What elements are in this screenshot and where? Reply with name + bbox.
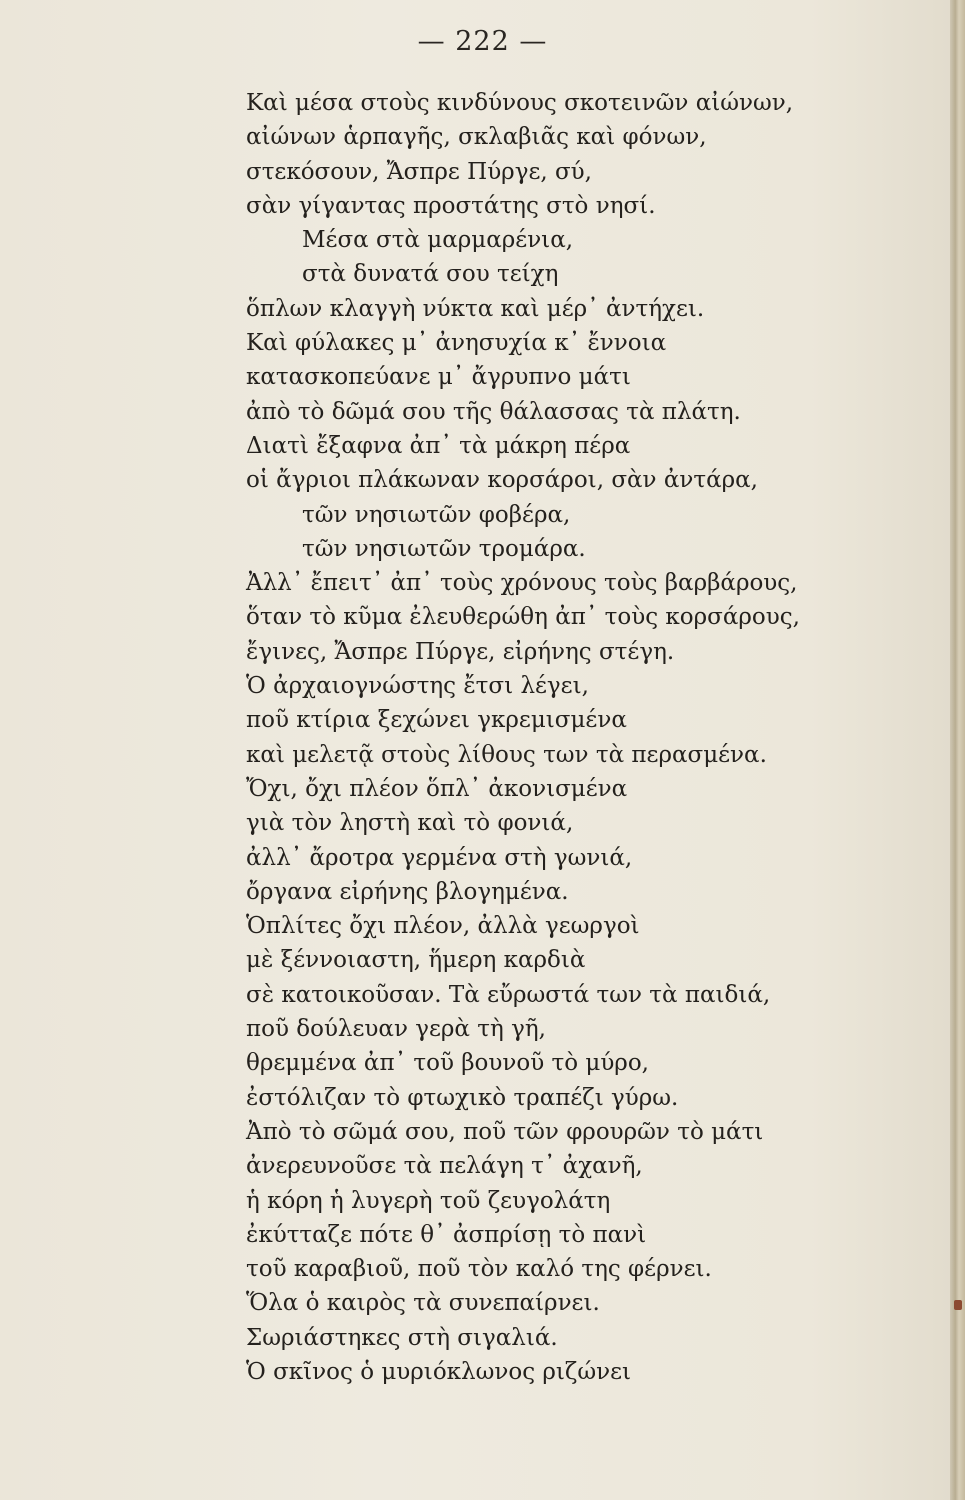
poem-line: τῶν νησιωτῶν τρομάρα.	[302, 535, 586, 562]
poem-line: θρεμμένα ἀπ᾽ τοῦ βουνοῦ τὸ μύρο,	[246, 1050, 649, 1077]
poem-line: σὲ κατοικοῦσαν. Τὰ εὔρωστά των τὰ παιδιά,	[246, 981, 771, 1008]
poem-line: γιὰ τὸν ληστὴ καὶ τὸ φονιά,	[246, 810, 574, 837]
poem-line: ἀνερευνοῦσε τὰ πελάγη τ᾽ ἀχανῆ,	[246, 1153, 643, 1180]
poem-text	[246, 86, 856, 1389]
poem-line: Ἀλλ᾽ ἔπειτ᾽ ἀπ᾽ τοὺς χρόνους τοὺς βαρβάρους,	[246, 570, 798, 597]
poem-line: ἡ κόρη ἡ λυγερὴ τοῦ ζευγολάτη	[246, 1187, 611, 1214]
poem-line: Σωριάστηκες στὴ σιγαλιά.	[246, 1324, 558, 1351]
poem-line: στεκόσουν, Ἄσπρε Πύργε, σύ,	[246, 158, 592, 185]
poem-line: Καὶ μέσα στοὺς κινδύνους σκοτεινῶν αἰώνων,	[246, 90, 794, 116]
edge-stain	[954, 1300, 962, 1310]
poem-line: Ὅλα ὁ καιρὸς τὰ συνεπαίρνει.	[246, 1290, 600, 1317]
poem-line: ἀλλ᾽ ἄροτρα γερμένα στὴ γωνιά,	[246, 844, 633, 871]
poem-line: κατασκοπεύανε μ᾽ ἄγρυπνο μάτι	[246, 364, 631, 391]
poem-line: στὰ δυνατά σου τείχη	[302, 261, 559, 288]
poem-line: Ὁπλίτες ὄχι πλέον, ἀλλὰ γεωργοὶ	[246, 913, 640, 940]
poem-line: Ὁ ἀρχαιογνώστης ἔτσι λέγει,	[246, 673, 589, 700]
poem-line: ποῦ δούλευαν γερὰ τὴ γῆ,	[246, 1016, 546, 1043]
poem-line: ὅταν τὸ κῦμα ἐλευθερώθη ἀπ᾽ τοὺς κορσάρους,	[246, 604, 800, 631]
page-number: — 222 —	[417, 26, 548, 57]
poem-line: σὰν γίγαντας προστάτης στὸ νησί.	[246, 192, 656, 219]
poem-line: καὶ μελετᾷ στοὺς λίθους των τὰ περασμένα.	[246, 741, 767, 768]
poem-line: ποῦ κτίρια ξεχώνει γκρεμισμένα	[246, 707, 627, 734]
poem-line: μὲ ξέννοιαστη, ἥμερη καρδιὰ	[246, 947, 586, 974]
poem-line: τῶν νησιωτῶν φοβέρα,	[302, 501, 571, 528]
poem-line: ὄργανα εἰρήνης βλογημένα.	[246, 878, 569, 905]
poem-line: Μέσα στὰ μαρμαρένια,	[302, 227, 574, 254]
poem-line: Ἀπὸ τὸ σῶμά σου, ποῦ τῶν φρουρῶν τὸ μάτι	[246, 1118, 764, 1145]
poem-line: ἔγινες, Ἄσπρε Πύργε, εἰρήνης στέγη.	[246, 638, 675, 665]
poem-line: τοῦ καραβιοῦ, ποῦ τὸν καλό της φέρνει.	[246, 1256, 712, 1283]
poem-line: αἰώνων ἁρπαγῆς, σκλαβιᾶς καὶ φόνων,	[246, 124, 707, 151]
poem-line: Ὁ σκῖνος ὁ μυριόκλωνος ριζώνει	[246, 1358, 632, 1385]
poem-line: Καὶ φύλακες μ᾽ ἀνησυχία κ᾽ ἔννοια	[246, 330, 667, 357]
poem-line: οἱ ἄγριοι πλάκωναν κορσάροι, σὰν ἀντάρα,	[246, 467, 758, 494]
poem-line: ἐκύτταζε πότε θ᾽ ἀσπρίσῃ τὸ πανὶ	[246, 1221, 647, 1248]
poem-line: ἀπὸ τὸ δῶμά σου τῆς θάλασσας τὰ πλάτη.	[246, 398, 741, 425]
poem-line: Διατὶ ἔξαφνα ἀπ᾽ τὰ μάκρη πέρα	[246, 432, 631, 459]
poem-line: ὅπλων κλαγγὴ νύκτα καὶ μέρ᾽ ἀντήχει.	[246, 295, 705, 322]
poem-line: Ὄχι, ὄχι πλέον ὅπλ᾽ ἀκονισμένα	[246, 775, 628, 802]
page-edge	[950, 0, 965, 1500]
poem-line: ἐστόλιζαν τὸ φτωχικὸ τραπέζι γύρω.	[246, 1084, 679, 1111]
